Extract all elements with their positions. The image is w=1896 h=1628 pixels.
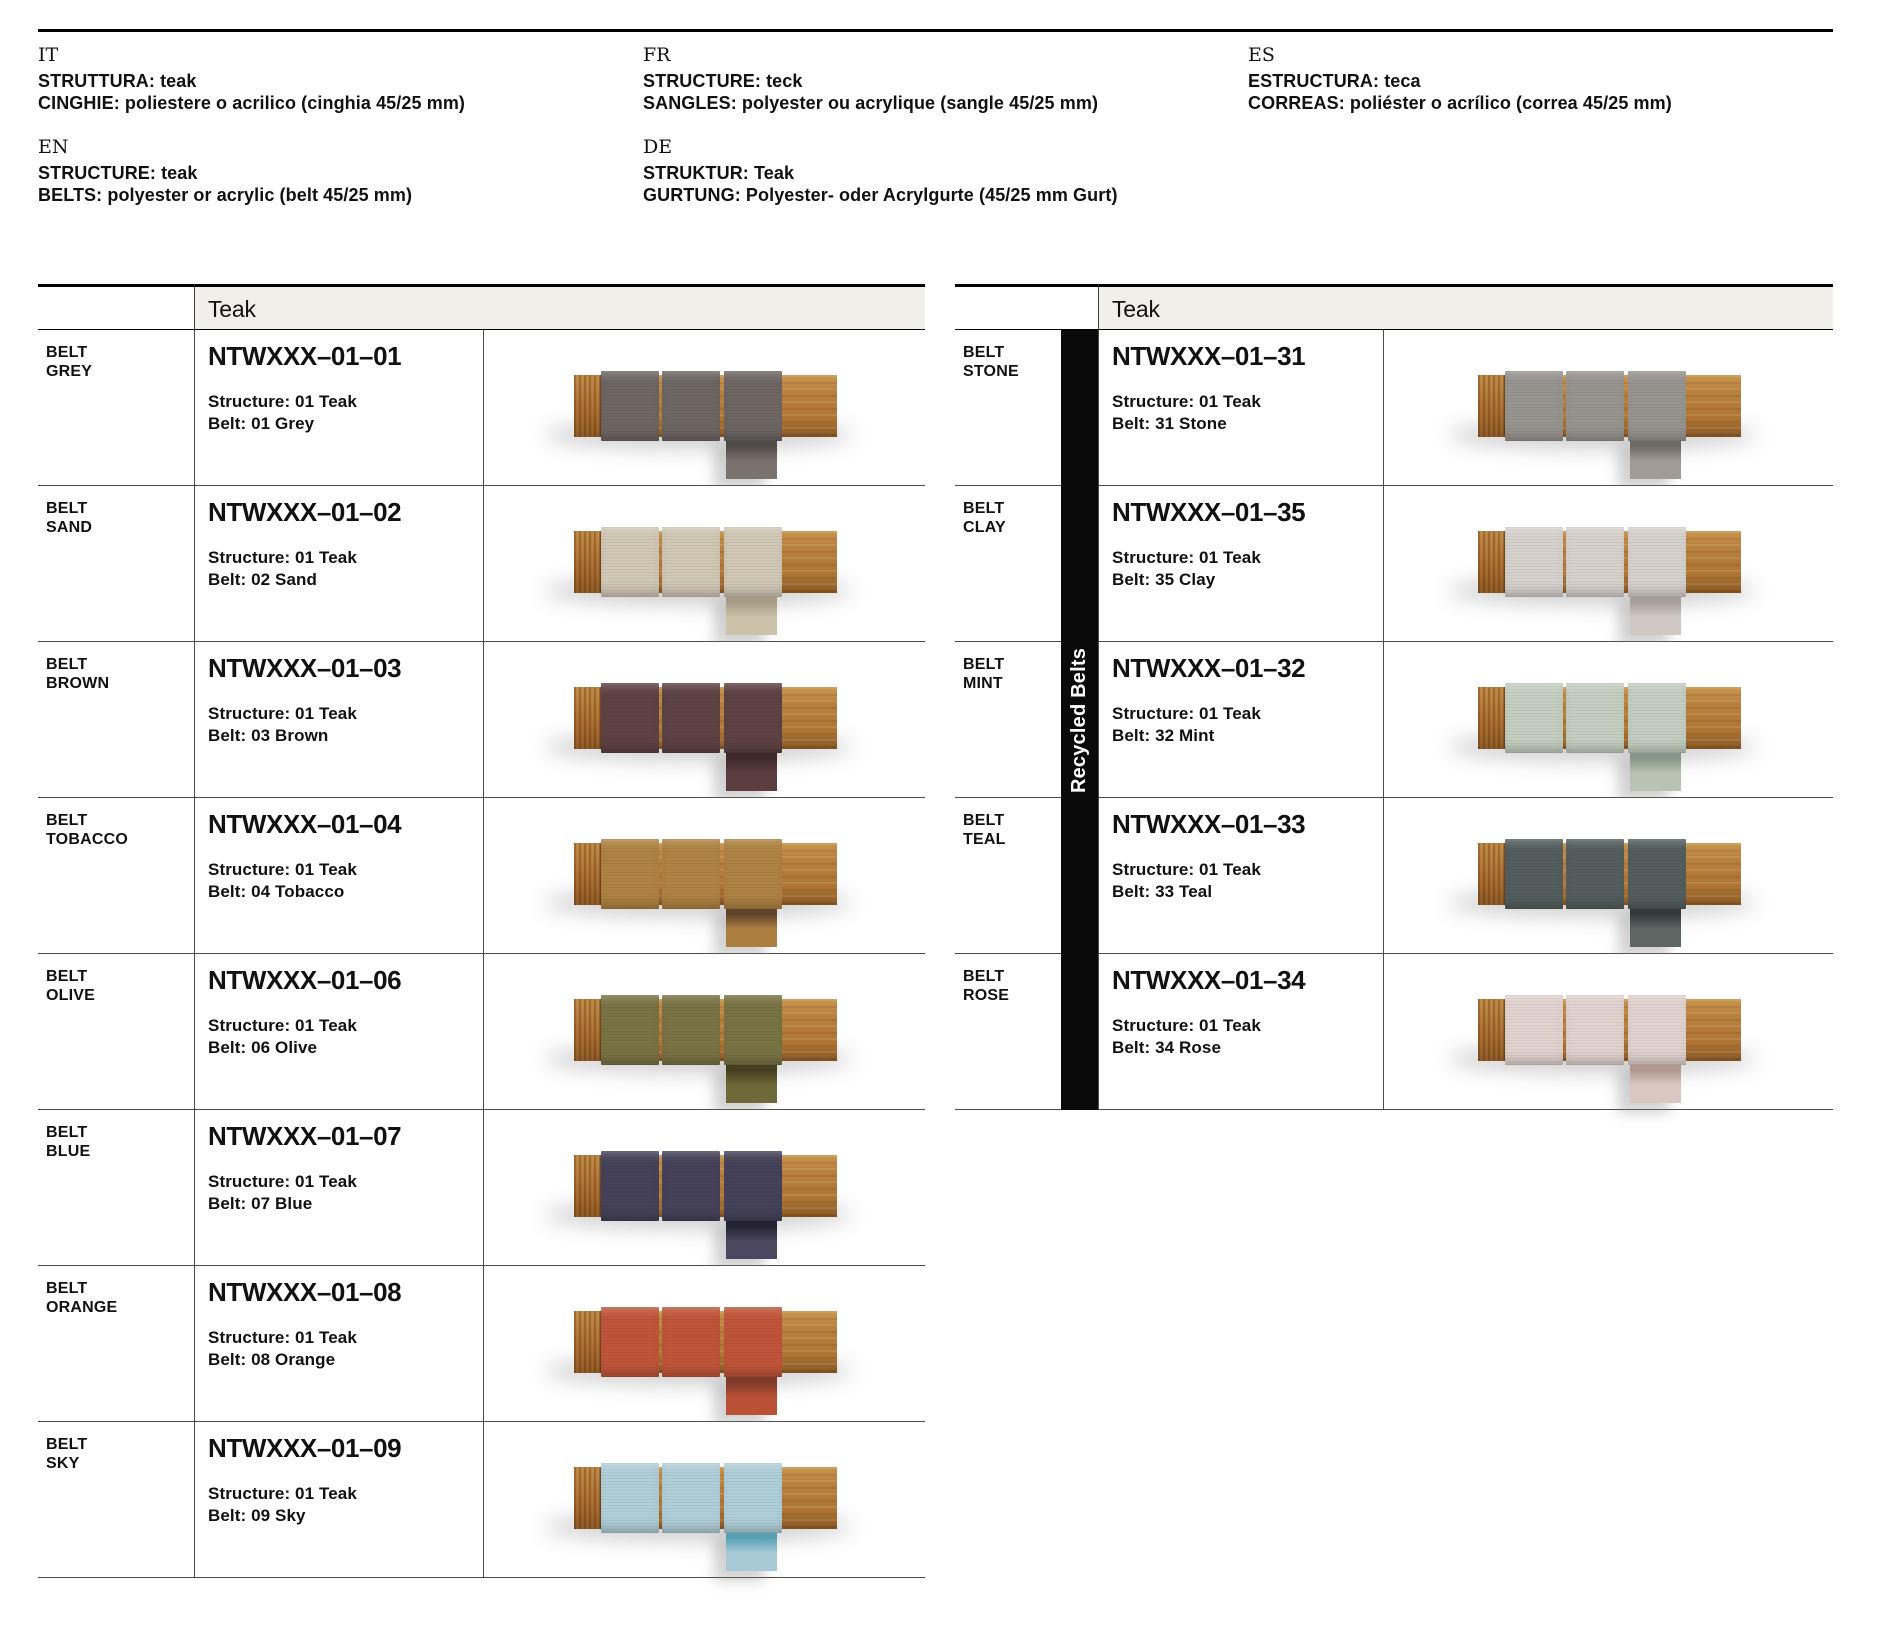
belt-label-line2: ROSE (963, 987, 1010, 1004)
belt-pad (601, 839, 659, 909)
product-swatch (1478, 843, 1741, 905)
belt-label-line2: STONE (963, 363, 1019, 380)
belt-spec: Belt: 02 Sand (208, 570, 317, 589)
finishes-table-recycled (955, 284, 1833, 1110)
belt-pad (662, 371, 720, 441)
belt-spec: Belt: 07 Blue (208, 1194, 313, 1213)
belt-spec: Belt: 34 Rose (1112, 1038, 1222, 1057)
belt-label-line2: SAND (46, 519, 93, 536)
table-header-blank-cell (38, 284, 194, 330)
hanging-belt (1630, 1059, 1681, 1103)
structure-spec-line: STRUCTURE: teak (38, 163, 198, 183)
belt-color-label (38, 954, 194, 1110)
structure-spec: Structure: 01 Teak (208, 548, 357, 567)
belt-label-line1: BELT (46, 500, 88, 517)
product-info-cell (1098, 486, 1383, 642)
belt-pad (1628, 995, 1686, 1065)
belt-pad (601, 1307, 659, 1377)
product-photo-cell (1383, 486, 1833, 642)
belt-label-line2: CLAY (963, 519, 1006, 536)
product-code: NTWXXX–01–04 (208, 809, 402, 839)
product-code: NTWXXX–01–34 (1112, 965, 1306, 995)
product-info-cell (194, 330, 483, 486)
belt-color-label (955, 486, 1061, 642)
hanging-belt (726, 747, 777, 791)
product-swatch (574, 1155, 837, 1217)
belt-color-label (38, 330, 194, 486)
belt-pad (601, 995, 659, 1065)
hanging-belt (726, 1059, 777, 1103)
structure-spec: Structure: 01 Teak (208, 860, 357, 879)
belt-pad (662, 995, 720, 1065)
structure-spec: Structure: 01 Teak (208, 704, 357, 723)
belt-pad (724, 371, 782, 441)
belt-label-line1: BELT (46, 656, 88, 673)
teak-bar-end-cap (574, 843, 601, 905)
belt-label-line1: BELT (46, 968, 88, 985)
belt-color-label (38, 798, 194, 954)
lang-code: DE (643, 136, 673, 158)
product-code: NTWXXX–01–09 (208, 1433, 402, 1463)
belt-color-label (38, 1266, 194, 1422)
belt-pad (601, 527, 659, 597)
belt-label-line2: BROWN (46, 675, 110, 692)
product-photo-cell (1383, 798, 1833, 954)
belt-spec: Belt: 06 Olive (208, 1038, 318, 1057)
recycled-belts-banner-textwrap (1061, 330, 1098, 1110)
belt-spec: Belt: 08 Orange (208, 1350, 336, 1369)
belt-label-line1: BELT (46, 344, 88, 361)
lang-block-it (38, 44, 618, 114)
belts-spec-line: BELTS: polyester or acrylic (belt 45/25 mm) (38, 185, 413, 205)
product-photo-cell (483, 798, 925, 954)
product-code: NTWXXX–01–32 (1112, 653, 1306, 683)
belts-spec-line: GURTUNG: Polyester- oder Acrylgurte (45/25 mm Gurt) (643, 185, 1118, 205)
product-specs (208, 391, 483, 435)
hanging-belt (1630, 903, 1681, 947)
belt-label-line1: BELT (46, 1436, 88, 1453)
teak-bar-end-cap (574, 1311, 601, 1373)
product-info-cell (1098, 798, 1383, 954)
product-photo-cell (483, 486, 925, 642)
belt-pad (724, 1307, 782, 1377)
product-photo-cell (1383, 954, 1833, 1110)
product-swatch (1478, 999, 1741, 1061)
belt-label-line1: BELT (46, 812, 88, 829)
belt-pad (724, 683, 782, 753)
product-specs (208, 1171, 483, 1215)
product-specs (208, 703, 483, 747)
structure-spec: Structure: 01 Teak (208, 1328, 357, 1347)
teak-bar-end-cap (1478, 843, 1505, 905)
teak-bar-end-cap (574, 375, 601, 437)
belt-label-line1: BELT (963, 344, 1005, 361)
belt-label-line2: GREY (46, 363, 93, 380)
belt-color-label (955, 798, 1061, 954)
product-specs (1112, 703, 1383, 747)
product-code: NTWXXX–01–31 (1112, 341, 1306, 371)
belt-label-line2: TOBACCO (46, 831, 128, 848)
lang-block-fr (643, 44, 1223, 114)
belt-spec: Belt: 31 Stone (1112, 414, 1227, 433)
teak-bar-end-cap (574, 999, 601, 1061)
belt-spec: Belt: 33 Teal (1112, 882, 1213, 901)
belt-label-line1: BELT (963, 812, 1005, 829)
hanging-belt (1630, 435, 1681, 479)
product-specs (208, 547, 483, 591)
product-swatch (574, 1467, 837, 1529)
teak-bar-end-cap (1478, 375, 1505, 437)
belt-pad (662, 839, 720, 909)
teak-bar-end-cap (574, 687, 601, 749)
lang-block-de (643, 136, 1223, 206)
belt-pad (1628, 683, 1686, 753)
top-rule (38, 29, 1833, 32)
belt-pad (662, 1307, 720, 1377)
hanging-belt (726, 591, 777, 635)
belt-pad (601, 1151, 659, 1221)
belt-spec: Belt: 03 Brown (208, 726, 329, 745)
belt-color-label (38, 642, 194, 798)
belt-pad (1566, 683, 1624, 753)
product-photo-cell (1383, 330, 1833, 486)
structure-spec: Structure: 01 Teak (1112, 860, 1261, 879)
product-info-cell (194, 1110, 483, 1266)
belt-pad (724, 839, 782, 909)
structure-spec-line: STRUCTURE: teck (643, 71, 803, 91)
structure-spec: Structure: 01 Teak (1112, 392, 1261, 411)
hanging-belt (726, 1371, 777, 1415)
structure-spec: Structure: 01 Teak (1112, 548, 1261, 567)
structure-spec: Structure: 01 Teak (208, 392, 357, 411)
belt-label-line2: SKY (46, 1455, 80, 1472)
product-photo-cell (483, 1422, 925, 1578)
structure-spec: Structure: 01 Teak (208, 1172, 357, 1191)
structure-spec-line: STRUTTURA: teak (38, 71, 197, 91)
belt-pad (1505, 527, 1563, 597)
belt-pad (1505, 995, 1563, 1065)
recycled-belts-banner (1061, 330, 1098, 1110)
product-specs (208, 1483, 483, 1527)
belt-label-line2: ORANGE (46, 1299, 118, 1316)
product-swatch (574, 1311, 837, 1373)
belt-spec: Belt: 01 Grey (208, 414, 315, 433)
product-specs (1112, 1015, 1383, 1059)
product-swatch (574, 999, 837, 1061)
belt-spec: Belt: 09 Sky (208, 1506, 306, 1525)
teak-bar-end-cap (574, 1155, 601, 1217)
belt-pad (601, 1463, 659, 1533)
product-code: NTWXXX–01–08 (208, 1277, 402, 1307)
product-specs (1112, 391, 1383, 435)
hanging-belt (726, 903, 777, 947)
belt-label-line1: BELT (963, 500, 1005, 517)
product-code: NTWXXX–01–35 (1112, 497, 1306, 527)
recycled-belts-banner-label: Recycled Belts (1068, 647, 1091, 793)
product-swatch (574, 531, 837, 593)
product-photo-cell (483, 1110, 925, 1266)
belt-pad (1628, 839, 1686, 909)
structure-spec: Structure: 01 Teak (208, 1484, 357, 1503)
teak-bar-end-cap (1478, 687, 1505, 749)
belt-color-label (955, 954, 1061, 1110)
structure-spec: Structure: 01 Teak (1112, 1016, 1261, 1035)
hanging-belt (726, 1527, 777, 1571)
product-info-cell (194, 1422, 483, 1578)
product-photo-cell (483, 330, 925, 486)
product-swatch (574, 843, 837, 905)
product-code: NTWXXX–01–01 (208, 341, 402, 371)
product-photo-cell (483, 954, 925, 1110)
teak-bar-end-cap (574, 531, 601, 593)
belt-pad (1566, 527, 1624, 597)
belt-pad (1628, 527, 1686, 597)
belt-pad (724, 995, 782, 1065)
product-info-cell (194, 486, 483, 642)
product-photo-cell (483, 1266, 925, 1422)
product-code: NTWXXX–01–06 (208, 965, 402, 995)
belt-label-line2: OLIVE (46, 987, 96, 1004)
product-swatch (1478, 531, 1741, 593)
structure-spec-line: STRUKTUR: Teak (643, 163, 795, 183)
belt-label-line2: BLUE (46, 1143, 91, 1160)
lang-code: FR (643, 44, 671, 66)
product-code: NTWXXX–01–07 (208, 1121, 402, 1151)
belt-color-label (38, 486, 194, 642)
product-swatch (574, 687, 837, 749)
belt-pad (1505, 683, 1563, 753)
belt-pad (662, 1151, 720, 1221)
belt-pad (601, 683, 659, 753)
product-swatch (1478, 375, 1741, 437)
structure-spec: Structure: 01 Teak (208, 1016, 357, 1035)
belt-pad (662, 683, 720, 753)
belt-label-line2: MINT (963, 675, 1003, 692)
belt-pad (1566, 995, 1624, 1065)
belt-pad (1566, 839, 1624, 909)
belt-pad (601, 371, 659, 441)
table-header-blank-cell (955, 284, 1098, 330)
product-specs (208, 859, 483, 903)
product-specs (208, 1327, 483, 1371)
belt-spec: Belt: 04 Tobacco (208, 882, 345, 901)
belt-pad (724, 1151, 782, 1221)
teak-bar-end-cap (1478, 531, 1505, 593)
lang-code: EN (38, 136, 69, 158)
belt-label-line1: BELT (963, 968, 1005, 985)
product-info-cell (194, 954, 483, 1110)
product-code: NTWXXX–01–33 (1112, 809, 1306, 839)
finishes-table-standard (38, 284, 925, 1578)
belts-spec-line: CINGHIE: poliestere o acrilico (cinghia 45/25 mm) (38, 93, 466, 113)
table-header-structure: Teak (1098, 284, 1833, 330)
belts-spec-line: CORREAS: poliéster o acrílico (correa 45/25 mm) (1248, 93, 1672, 113)
hanging-belt (726, 435, 777, 479)
belt-color-label (38, 1110, 194, 1266)
belt-pad (1505, 371, 1563, 441)
lang-code: IT (38, 44, 59, 66)
product-info-cell (194, 642, 483, 798)
belt-pad (1505, 839, 1563, 909)
belt-pad (724, 1463, 782, 1533)
product-info-cell (1098, 330, 1383, 486)
belt-label-line1: BELT (46, 1124, 88, 1141)
product-info-cell (194, 798, 483, 954)
product-photo-cell (483, 642, 925, 798)
product-photo-cell (1383, 642, 1833, 798)
product-info-cell (1098, 642, 1383, 798)
teak-bar-end-cap (1478, 999, 1505, 1061)
belt-pad (662, 1463, 720, 1533)
hanging-belt (1630, 747, 1681, 791)
teak-bar-end-cap (574, 1467, 601, 1529)
product-swatch (1478, 687, 1741, 749)
product-code: NTWXXX–01–02 (208, 497, 402, 527)
belts-spec-line: SANGLES: polyester ou acrylique (sangle 45/25 mm) (643, 93, 1099, 113)
structure-spec-line: ESTRUCTURA: teca (1248, 71, 1421, 91)
product-code: NTWXXX–01–03 (208, 653, 402, 683)
belt-label-line1: BELT (963, 656, 1005, 673)
lang-code: ES (1248, 44, 1275, 66)
structure-spec: Structure: 01 Teak (1112, 704, 1261, 723)
hanging-belt (1630, 591, 1681, 635)
hanging-belt (726, 1215, 777, 1259)
belt-spec: Belt: 32 Mint (1112, 726, 1215, 745)
table-header-structure: Teak (194, 284, 925, 330)
belt-pad (662, 527, 720, 597)
belt-label-line2: TEAL (963, 831, 1006, 848)
belt-color-label (955, 330, 1061, 486)
product-specs (208, 1015, 483, 1059)
product-specs (1112, 859, 1383, 903)
belt-label-line1: BELT (46, 1280, 88, 1297)
product-specs (1112, 547, 1383, 591)
belt-color-label (955, 642, 1061, 798)
lang-block-en (38, 136, 618, 206)
product-info-cell (194, 1266, 483, 1422)
belt-pad (1566, 371, 1624, 441)
lang-block-es (1248, 44, 1828, 114)
belt-pad (1628, 371, 1686, 441)
belt-pad (724, 527, 782, 597)
belt-spec: Belt: 35 Clay (1112, 570, 1216, 589)
product-swatch (574, 375, 837, 437)
belt-color-label (38, 1422, 194, 1578)
product-info-cell (1098, 954, 1383, 1110)
